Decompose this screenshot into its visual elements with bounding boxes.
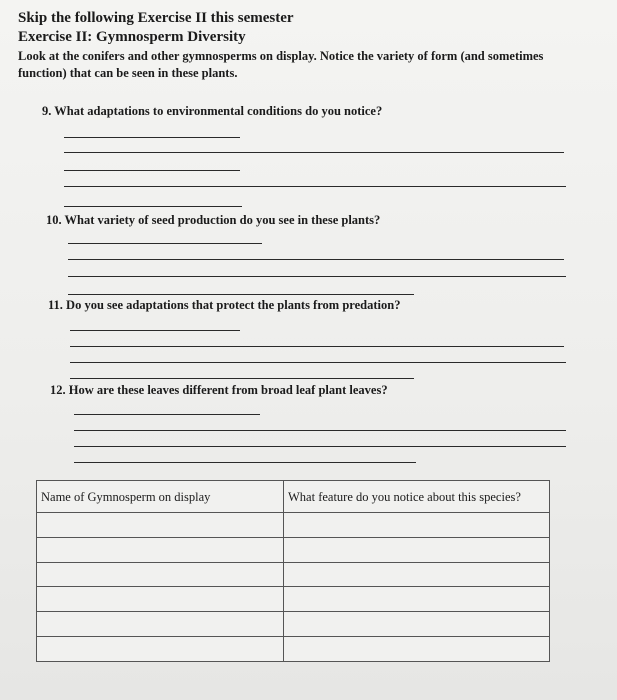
answer-line[interactable] xyxy=(68,294,414,295)
feature-cell[interactable] xyxy=(284,587,550,612)
table-row xyxy=(37,587,550,612)
feature-cell[interactable] xyxy=(284,612,550,637)
gymnosperm-name-cell[interactable] xyxy=(37,537,284,562)
gymnosperm-name-cell[interactable] xyxy=(37,513,284,538)
question-12: 12. How are these leaves different from broad leaf plant leaves? xyxy=(50,383,388,397)
answer-line[interactable] xyxy=(68,276,566,277)
table-header-row xyxy=(37,481,550,513)
answer-line[interactable] xyxy=(70,378,414,379)
question-11: 11. Do you see adaptations that protect the plants from predation? xyxy=(48,298,401,312)
answer-line[interactable] xyxy=(70,362,566,363)
exercise-instructions: Look at the conifers and other gymnosperms on display. Notice the variety of form (and sometimes function) that can be seen in these plants. xyxy=(18,49,544,80)
question-9: 9. What adaptations to environmental conditions do you notice? xyxy=(42,104,383,118)
gymnosperm-table xyxy=(36,480,550,662)
feature-cell[interactable] xyxy=(284,562,550,587)
gymnosperm-name-cell[interactable] xyxy=(37,562,284,587)
exercise-title: Exercise II: Gymnosperm Diversity xyxy=(18,29,246,45)
feature-cell[interactable] xyxy=(284,637,550,662)
table-row xyxy=(37,562,550,587)
answer-line[interactable] xyxy=(64,137,240,138)
question-10: 10. What variety of seed production do you see in these plants? xyxy=(46,213,381,227)
answer-line[interactable] xyxy=(64,170,240,171)
table-row xyxy=(37,537,550,562)
answer-line[interactable] xyxy=(70,330,240,331)
table-row xyxy=(37,513,550,538)
answer-line[interactable] xyxy=(74,446,566,447)
gymnosperm-name-cell[interactable] xyxy=(37,637,284,662)
feature-cell[interactable] xyxy=(284,513,550,538)
answer-line[interactable] xyxy=(64,152,564,153)
answer-line[interactable] xyxy=(64,186,566,187)
feature-cell[interactable] xyxy=(284,537,550,562)
column-header-name: Name of Gymnosperm on display xyxy=(37,481,284,513)
answer-line[interactable] xyxy=(64,206,242,207)
answer-line[interactable] xyxy=(70,346,564,347)
answer-line[interactable] xyxy=(74,430,566,431)
gymnosperm-name-cell[interactable] xyxy=(37,612,284,637)
gymnosperm-name-cell[interactable] xyxy=(37,587,284,612)
answer-line[interactable] xyxy=(74,462,416,463)
answer-line[interactable] xyxy=(68,243,262,244)
table-row xyxy=(37,637,550,662)
answer-line[interactable] xyxy=(68,259,564,260)
column-header-feature: What feature do you notice about this species? xyxy=(284,481,550,513)
skip-note: Skip the following Exercise II this semester xyxy=(18,10,294,26)
answer-line[interactable] xyxy=(74,414,260,415)
table-row xyxy=(37,612,550,637)
